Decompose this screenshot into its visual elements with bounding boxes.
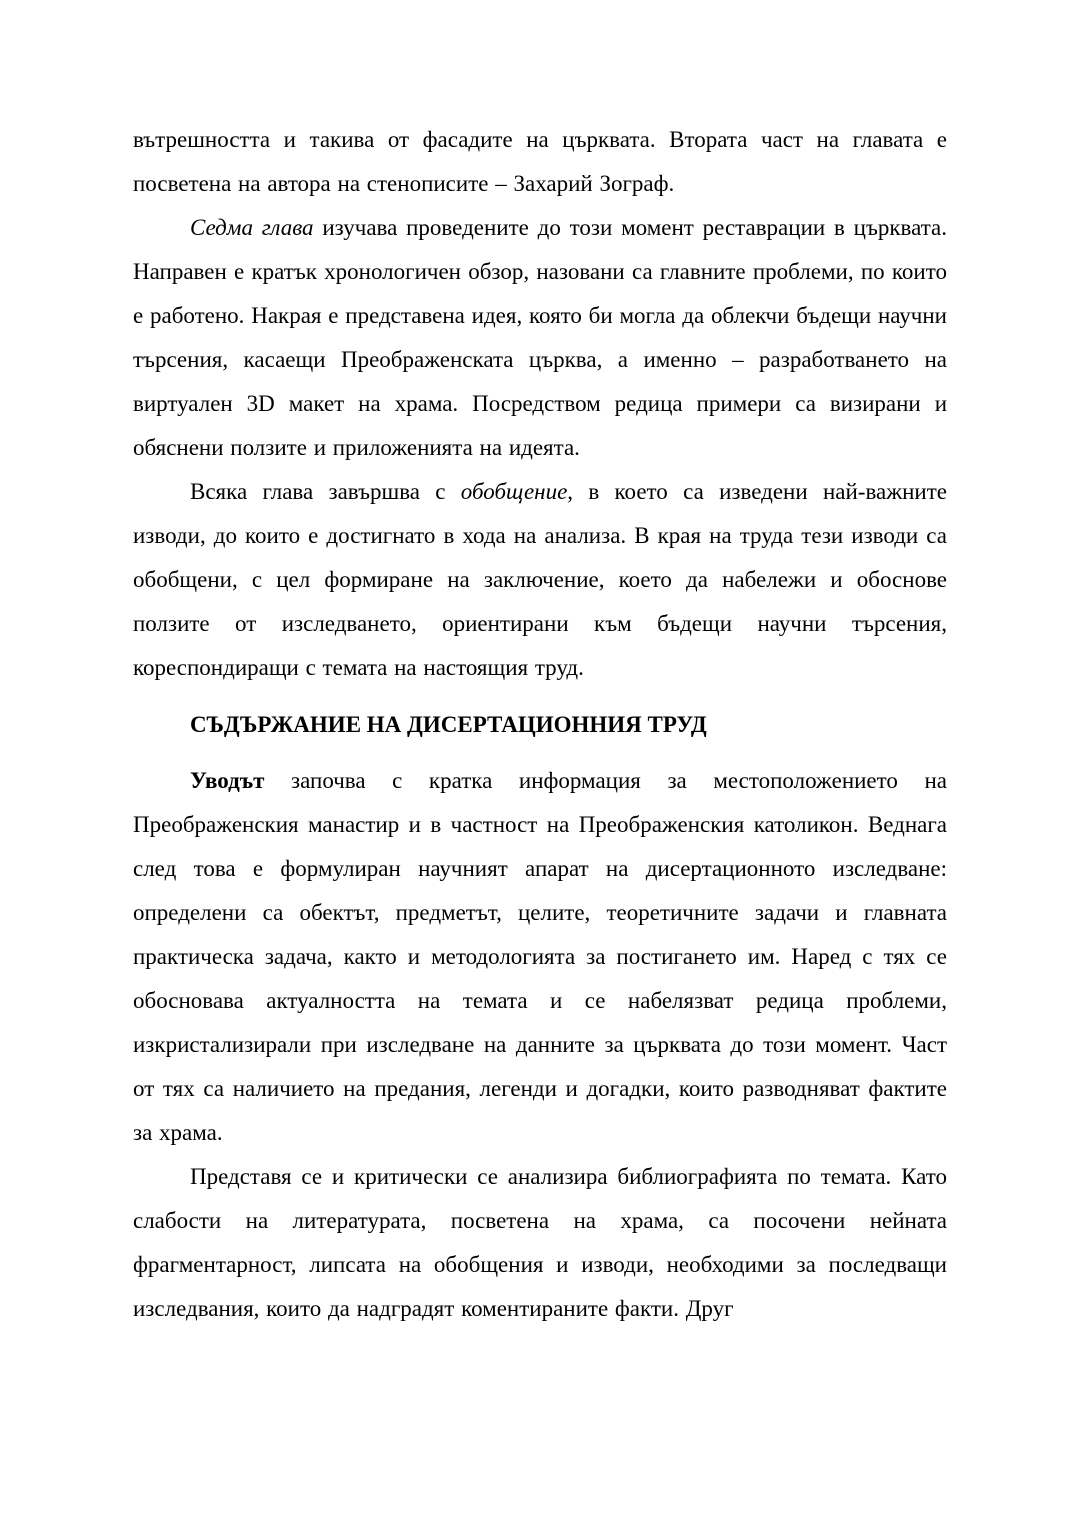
paragraph-continuation-text: вътрешността и такива от фасадите на църквата. Втората част на главата е посветена на автора на стенописите – Захарий Зограф. bbox=[133, 127, 947, 196]
paragraph-summary-text: , в което са изведени най-важните изводи, до които е достигнато в хода на анализа. В края на труда тези изводи са обобщени, с цел формиране на заключение, което да набележи и обоснове ползите от изследването, ориентирани към бъдещи научни търсения, кореспондиращи с темата на настоящия труд. bbox=[133, 479, 947, 680]
chapter-name-italic: Седма глава bbox=[190, 215, 314, 240]
paragraph-bibliography-text: Представя се и критически се анализира библиографията по темата. Като слабости на литературата, посветена на храма, са посочени нейната фрагментарност, липсата на обобщения и изводи, необходими за последващи изследвания, които да надградят коментираните факти. Друг bbox=[133, 1164, 947, 1321]
paragraph-summary-lead: Всяка глава завършва с bbox=[190, 479, 461, 504]
summary-term-italic: обобщение bbox=[460, 479, 568, 504]
introduction-term-bold: Уводът bbox=[190, 768, 265, 793]
paragraph-introduction bbox=[133, 759, 947, 1155]
paragraph-seventh-chapter-text: изучава проведените до този момент реставрации в църквата. Направен е кратък хронологичен обзор, назовани са главните проблеми, по които е работено. Накрая е представена идея, която би могла да облекчи бъдещи научни търсения, касаещи Преображенската църква, а именно – разработването на виртуален 3D макет на храма. Посредством редица примери са визирани и обяснени ползите и приложенията на идеята. bbox=[133, 215, 947, 460]
paragraph-bibliography bbox=[133, 1155, 947, 1331]
paragraph-seventh-chapter bbox=[133, 206, 947, 470]
paragraph-summary bbox=[133, 470, 947, 690]
paragraph-continuation bbox=[133, 118, 947, 206]
paragraph-introduction-text: започва с кратка информация за местоположението на Преображенския манастир и в частност на Преображенския католикон. Веднага след това е формулиран научният апарат на дисертационното изследване: определени са обектът, предметът, целите, теоретичните задачи и главната практическа задача, както и методологията за постигането им. Наред с тях се обосновава актуалността на темата и се набелязват редица проблеми, изкристализирали при изследване на данните за църквата до този момент. Част от тях са наличието на предания, легенди и догадки, които разводняват фактите за храма. bbox=[133, 768, 947, 1145]
section-heading: СЪДЪРЖАНИЕ НА ДИСЕРТАЦИОННИЯ ТРУД bbox=[190, 712, 707, 737]
